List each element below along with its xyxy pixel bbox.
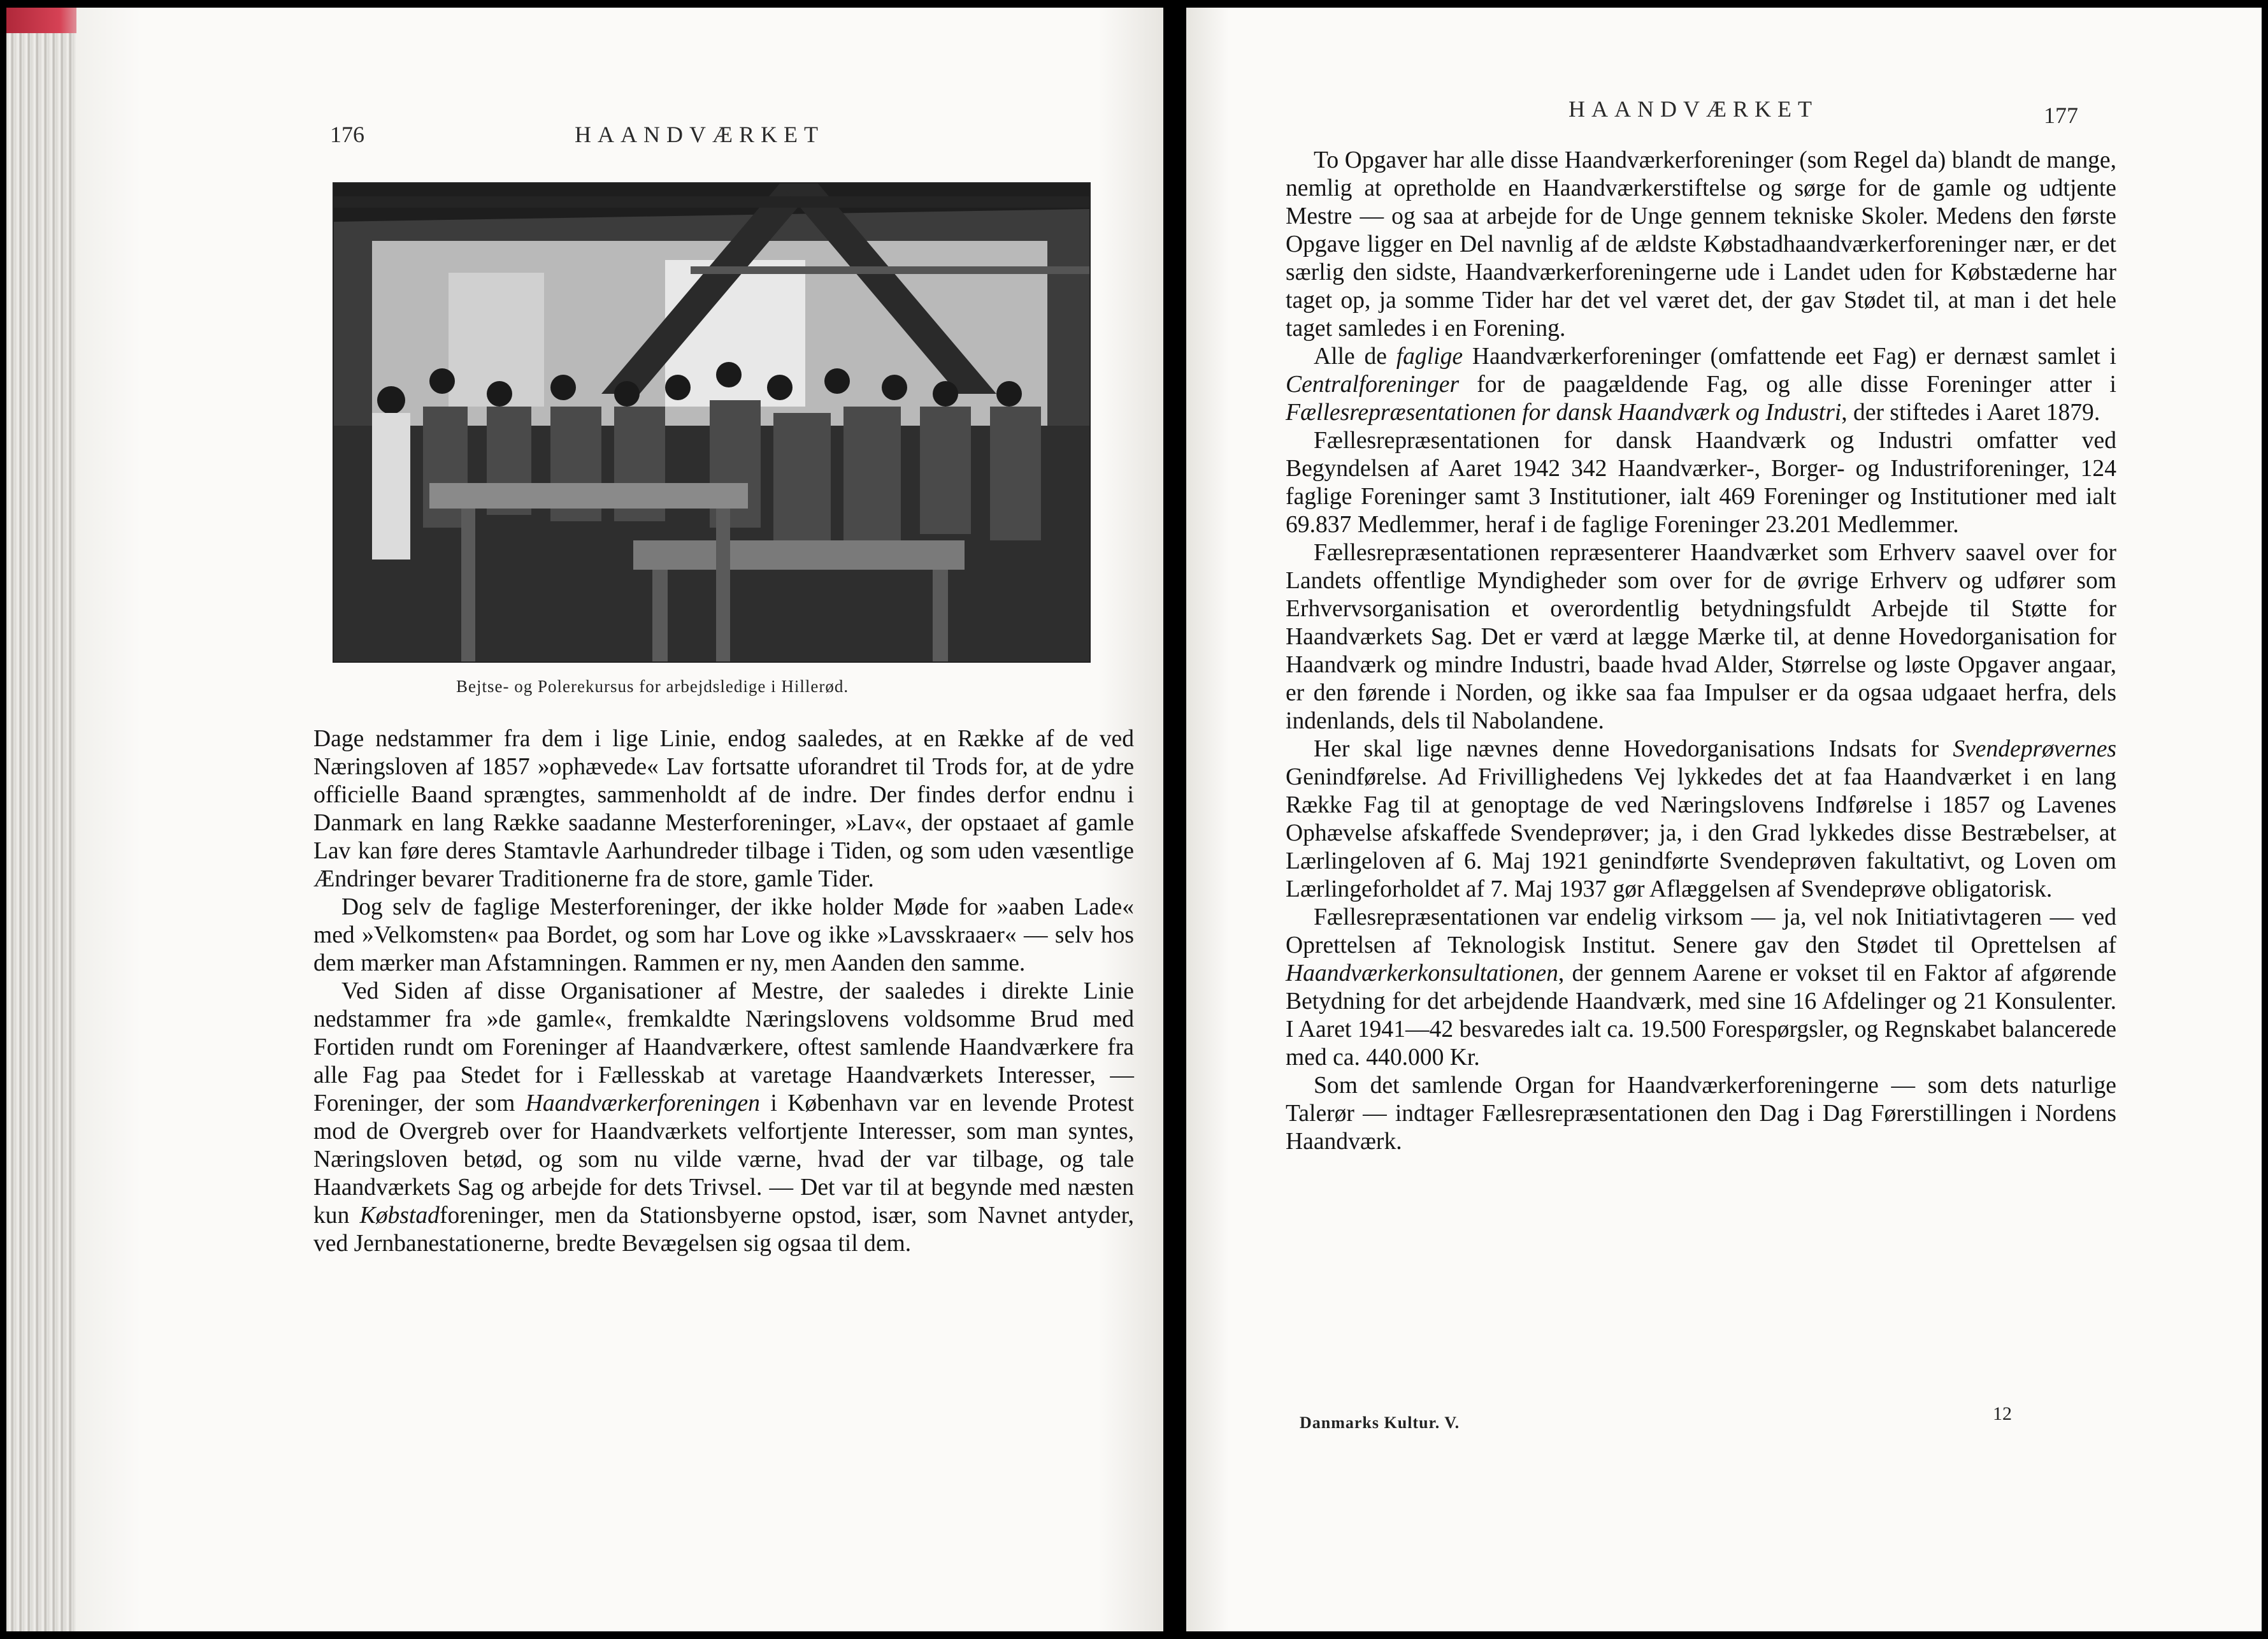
workshop-photo (333, 182, 1091, 663)
paragraph: Fællesrepræsentationen for dansk Haandværk og Industri omfatter ved Begyndelsen af Aaret 1942 342 Haandværker-, Borger- og Industriforeninger, 124 faglige Foreninger samt 3 Institutioner, ialt 469 Foreninger og Institutioner med ialt 69.837 Medlemmer, heraf i de faglige Foreninger 23.201 Medlemmer. (1286, 428, 2116, 538)
paragraph: Dog selv de faglige Mesterforeninger, der ikke holder Møde for »aaben Lade« med »Velkomsten« paa Bordet, og som har Love og ikke »Lavsskraaer« — selv hos dem mærker man Afstamningen. Rammen er ny, men Aanden den samme. (313, 894, 1134, 976)
paragraph: Her skal lige nævnes denne Hovedorganisations Indsats for Svendeprøvernes Genindførelse. Ad Frivillighedens Vej lykkedes det at faa Haandværket i en lang Række Fag til at genoptage de ved Næringslovens Indførelse i 1857 og Lavenes Ophævelse afskaffede Svendeprøver; ja, i den Grad lykkedes disse Bestræbelser, at Lærlingeloven af 6. Maj 1921 genindførte Svendeprøven fakultativt, og Loven om Lærlingeforholdet af 7. Maj 1937 gør Aflæggelsen af Svendeprøve obligatorisk. (1286, 736, 2116, 902)
book-gutter (1163, 8, 1186, 1631)
paragraph: Som det samlende Organ for Haandværkerforeningerne — som dets naturlige Talerør — indtager Fællesrepræsentationen den Dag i Dag Førerstillingen i Nordens Haandværk. (1286, 1072, 2116, 1155)
footer-signature: Danmarks Kultur. V. (1300, 1413, 1460, 1432)
workshop-photo-illustration (334, 184, 1089, 661)
left-page (76, 8, 1163, 1631)
signature-mark: 12 (1993, 1403, 2012, 1424)
paragraph: Fællesrepræsentationen var endelig virksom — ja, vel nok Initiativtageren — ved Oprettelsen af Teknologisk Institut. Senere gav den Stødet til Oprettelsen af Haandværkerkonsultationen, der gennem Aarene er vokset til en Faktor af afgørende Betydning for det arbejdende Haandværk, med sine 16 Afdelinger og 21 Konsulenter. I Aaret 1941—42 besvaredes ialt ca. 19.500 Forespørgsler, og Regnskabet balancerede med ca. 440.000 Kr. (1286, 904, 2116, 1071)
right-body-text (1286, 147, 2116, 1184)
paragraph: Ved Siden af disse Organisationer af Mestre, der saaledes i direkte Linie nedstammer fra »de gamle«, fremkaldte Næringslovens voldsomme Brud med Fortiden rundt om Foreninger af Haandværkere, oftest samlende Haandværkere fra alle Fag paa Stedet for i Fællesskab at varetage Haandværkets Interesser, — Foreninger, der som Haandværkerforeningen i København var en levende Protest mod de Overgreb over for Haandværkets velfortjente Interesser, som man syntes, Næringsloven betød, og som nu vilde værne, hvad der var tilbage, og tale Haandværkets Sag og arbejde for dets Trivsel. — Det var til at begynde med næsten kun Købstadforeninger, men da Stationsbyerne opstod, især, som Navnet antyder, ved Jernbanestationerne, bredte Bevægelsen sig ogsaa til dem. (313, 978, 1134, 1257)
page-number: 177 (2044, 103, 2078, 128)
paragraph: Dage nedstammer fra dem i lige Linie, endog saaledes, at en Række af de ved Næringsloven af 1857 »ophævede« Lav fortsatte uforandret til Trods for, at de ydre officielle Baand sprængtes, sammenholdt af de indre. Der findes derfor endnu i Danmark en lang Række saadanne Mesterforeninger, »Lav«, der opstaaet af gamle Lav kan føre deres Stamtavle Aarhundreder tilbage i Tiden, og som uden væsentlige Ændringer bevarer Traditionerne fra de store, gamle Tider. (313, 726, 1134, 892)
right-page (1186, 8, 2262, 1631)
left-body-text (313, 725, 1134, 1286)
running-header: HAANDVÆRKET (575, 122, 824, 147)
paragraph: Fællesrepræsentationen repræsenterer Haandværket som Erhverv saavel over for Landets offentlige Myndigheder som over for de øvrige Erhverv og udfører som Erhvervsorganisation et overordentlig betydningsfuldt Arbejde til Støtte for Haandværkets Sag. Det er værd at lægge Mærke til, at denne Hovedorganisation for Haandværk og mindre Industri, baade hvad Alder, Størrelse og løste Opgaver angaar, er den førende i Norden, og ikke saa faa Impulser er da ogsaa udgaaet herfra, dels indenlands, dels til Nabolandene. (1286, 540, 2116, 734)
page-number: 176 (330, 122, 364, 147)
paragraph: To Opgaver har alle disse Haandværkerforeninger (som Regel da) blandt de mange, nemlig at opretholde en Haandværkerstiftelse og sørge for de gamle og udtjente Mestre — og saa at arbejde for de Unge gennem tekniske Skoler. Medens den første Opgave ligger en Del navnlig af de ældste Købstadhaandværkerforeninger nær, er det særlig den sidste, Haandværkerforeningerne ude i Landet uden for Købstæderne har taget op, ja somme Tider har det vel været det, der gav Stødet til, at man i det hele taget samledes i en Forening. (1286, 147, 2116, 342)
paragraph: Alle de faglige Haandværkerforeninger (omfattende eet Fag) er dernæst samlet i Centralforeninger for de paagældende Fag, og alle disse Foreninger atter i Fællesrepræsentationen for dansk Haandværk og Industri, der stiftedes i Aaret 1879. (1286, 343, 2116, 426)
figure-caption: Bejtse- og Polerekursus for arbejdsledige i Hillerød. (456, 677, 849, 696)
running-header: HAANDVÆRKET (1568, 96, 1818, 122)
